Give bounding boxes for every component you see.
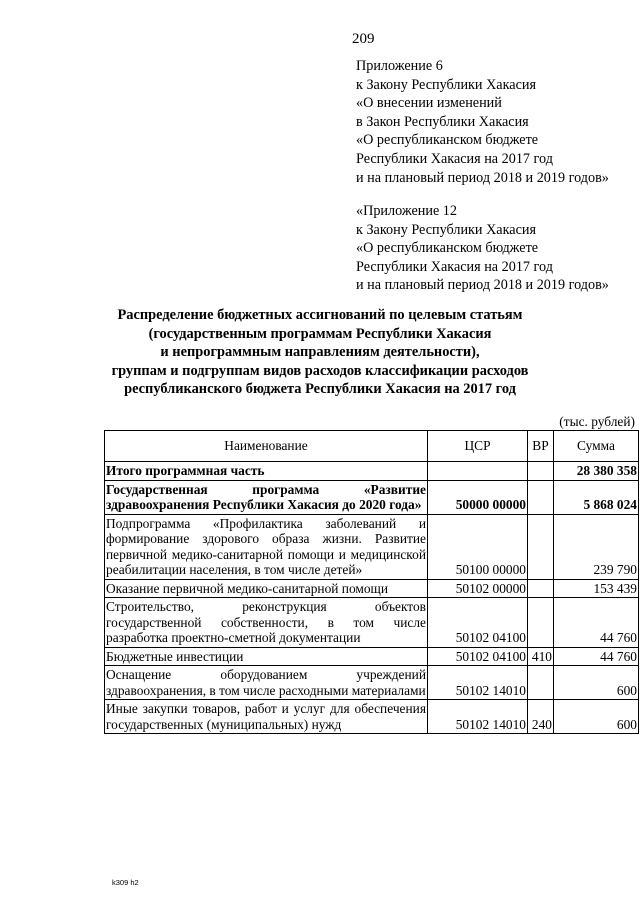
table-header-row <box>105 431 639 462</box>
cell-vr <box>528 579 554 598</box>
appendix-line: «О внесении изменений <box>356 95 502 112</box>
cell-vr <box>528 666 554 700</box>
title-line: республиканского бюджета Республики Хакасия на 2017 год <box>124 381 516 398</box>
cell-csr: 50102 00000 <box>428 579 528 598</box>
document-title <box>100 306 540 399</box>
cell-csr: 50102 04100 <box>428 647 528 666</box>
table-row <box>105 579 639 598</box>
cell-vr <box>528 514 554 579</box>
appendix-header-12 <box>356 202 609 295</box>
appendix-line: к Закону Республики Хакасия <box>356 76 536 93</box>
appendix-line: Приложение 6 <box>356 58 443 74</box>
cell-sum: 44 760 <box>554 647 639 666</box>
appendix-line: Республики Хакасия на 2017 год <box>356 150 553 167</box>
header-name: Наименование <box>105 431 428 462</box>
cell-name: Строительство, реконструкция объектов государственной собственности, в том числе разработка проектно-сметной документации <box>106 599 426 645</box>
cell-csr: 50100 00000 <box>428 514 528 579</box>
footer-code: k309 h2 <box>112 878 139 887</box>
appendix-line: в Закон Республики Хакасия <box>356 113 529 130</box>
table-row <box>105 647 639 666</box>
appendix-line: «О республиканском бюджете <box>356 240 539 257</box>
cell-sum: 239 790 <box>554 514 639 579</box>
cell-csr <box>428 462 528 481</box>
cell-name: Оказание первичной медико-санитарной помощи <box>105 579 428 598</box>
title-line: и непрограммным направлениям деятельности), <box>160 344 480 361</box>
cell-csr: 50102 04100 <box>428 598 528 648</box>
cell-sum: 28 380 358 <box>554 462 639 481</box>
appendix-line: к Закону Республики Хакасия <box>356 221 536 238</box>
table-row <box>105 480 639 514</box>
cell-name: Итого программная часть <box>105 462 428 481</box>
table-row <box>105 700 639 734</box>
cell-sum: 5 868 024 <box>554 480 639 514</box>
title-line: Распределение бюджетных ассигнований по целевым статьям <box>117 307 523 323</box>
table-row <box>105 666 639 700</box>
cell-sum: 44 760 <box>554 598 639 648</box>
appendix-header-6 <box>356 57 609 187</box>
table-row <box>105 598 639 648</box>
header-csr: ЦСР <box>428 431 528 462</box>
units-label: (тыс. рублей) <box>559 414 635 429</box>
cell-name: Иные закупки товаров, работ и услуг для обеспечения государственных (муниципальных) нужд <box>106 701 426 732</box>
cell-name: Оснащение оборудованием учреждений здравоохранения, в том числе расходными материалами <box>106 667 426 698</box>
header-vr: ВР <box>528 431 554 462</box>
cell-name: Подпрограмма «Профилактика заболеваний и формирование здорового образа жизни. Развитие первичной медико-санитарной помощи и медицинской реабилитации населения, в том числе детей» <box>106 515 426 577</box>
cell-csr: 50102 14010 <box>428 700 528 734</box>
table-body <box>105 462 639 734</box>
cell-csr: 50102 14010 <box>428 666 528 700</box>
title-line: группам и подгруппам видов расходов классификации расходов <box>111 362 529 379</box>
cell-name: Государственная программа «Развитие здравоохранения Республики Хакасия до 2020 года» <box>106 481 426 512</box>
cell-vr <box>528 598 554 648</box>
cell-name: Бюджетные инвестиции <box>105 647 428 666</box>
page-number: 209 <box>352 31 375 47</box>
cell-sum: 153 439 <box>554 579 639 598</box>
appendix-line: и на плановый период 2018 и 2019 годов» <box>356 277 609 294</box>
title-line: (государственным программам Республики Хакасия <box>148 325 492 342</box>
header-sum: Сумма <box>554 431 639 462</box>
cell-vr: 410 <box>528 647 554 666</box>
appendix-line: Республики Хакасия на 2017 год <box>356 258 553 275</box>
table-row <box>105 514 639 579</box>
cell-csr: 50000 00000 <box>428 480 528 514</box>
cell-vr: 240 <box>528 700 554 734</box>
table-row <box>105 462 639 481</box>
budget-table <box>104 430 639 734</box>
appendix-line: и на плановый период 2018 и 2019 годов» <box>356 169 609 186</box>
cell-vr <box>528 480 554 514</box>
cell-sum: 600 <box>554 700 639 734</box>
cell-sum: 600 <box>554 666 639 700</box>
cell-vr <box>528 462 554 481</box>
appendix-line: «Приложение 12 <box>356 203 457 219</box>
appendix-line: «О республиканском бюджете <box>356 132 539 149</box>
